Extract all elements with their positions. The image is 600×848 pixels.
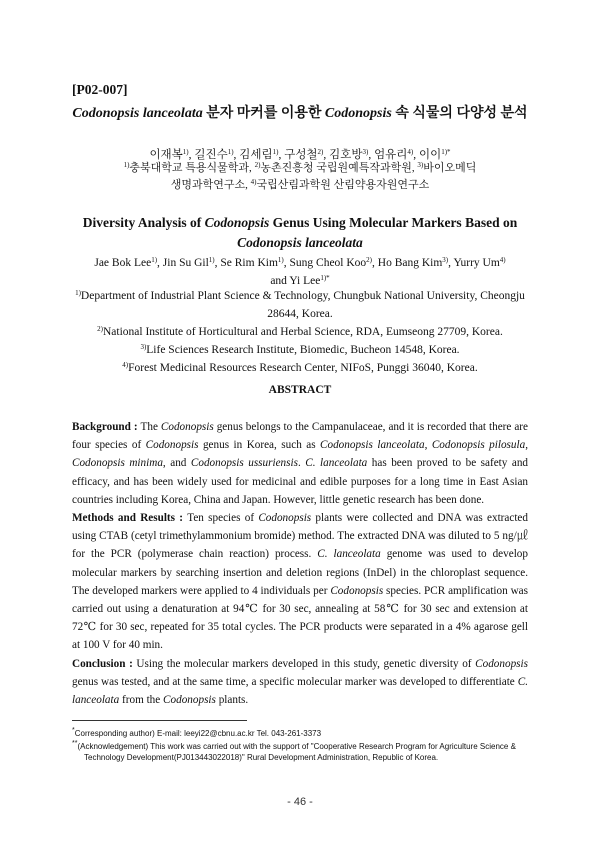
abstract-sci-name: Codonopsis lanceolata	[320, 439, 425, 452]
abstract-text: genus in Korea, such as	[198, 439, 321, 452]
english-author-name: Ho Bang Kim	[377, 257, 443, 269]
korean-author-name: 김세림	[239, 149, 273, 161]
abstract-text: plants.	[215, 694, 249, 707]
english-authors: Jae Bok Lee$^{1)}$, Jin Su Gil$^{1)}$, Se Rim Kim$^{1)}$, Sung Cheol Koo$^{2)}$, Ho Bang Kim$^{3)}$, Yurry Um$^{4)}$ and Yi Lee$^{1)*}$	[94, 256, 506, 287]
footnote-acknowledgement-text: (Acknowledgement) This work was carried out with the support of "Cooperative Research Program for Agriculture Science & Technology Development(PJ013443022018)" Rural Development Administration, Republic of Korea.	[77, 742, 516, 762]
abstract-section	[72, 418, 528, 509]
english-affiliation-mark: 3)	[140, 343, 147, 351]
abstract-body	[72, 418, 528, 709]
abstract-sci-name: Codonopsis	[163, 694, 216, 707]
korean-author-name: 이이	[418, 149, 442, 161]
footnote-acknowledgement	[72, 741, 544, 763]
english-affiliation-mark: 4)	[122, 361, 129, 369]
korean-affiliation-text: 바이오메딕	[423, 162, 477, 174]
korean-affiliation-mark: 2)	[254, 161, 261, 169]
abstract-sci-name: C. lanceolata	[305, 457, 368, 470]
footnote-rule	[72, 720, 247, 721]
english-author-name: Yurry Um	[453, 257, 500, 269]
korean-author-affil-mark: 2)	[317, 148, 324, 156]
english-title-middle: Genus Using Molecular Markers Based on	[269, 215, 518, 230]
korean-affiliation-mark: 1)	[123, 161, 130, 169]
english-author-name: and Yi Lee	[270, 275, 321, 287]
korean-author-name: 길진수	[194, 149, 228, 161]
abstract-sci-name: Codonopsis	[475, 657, 528, 670]
abstract-sci-name: Codonopsis	[145, 439, 199, 452]
english-author-affil-mark: 3)	[442, 256, 449, 264]
abstract-sci-name: C. lanceolata	[72, 675, 528, 707]
english-affiliation-text: Department of Industrial Plant Science & Technology, Chungbuk National University, Cheongju 28644, Korea.	[80, 290, 525, 320]
abstract-text: Using the molecular markers developed in this study, genetic diversity of	[136, 657, 476, 670]
korean-affiliations	[72, 160, 528, 194]
english-affiliations	[72, 287, 528, 377]
abstract-text: The	[140, 421, 161, 433]
abstract-text: genus was tested, and at the same time, a specific molecular marker was developed to differentiate	[72, 675, 518, 688]
korean-title	[72, 103, 528, 124]
abstract-text: genus belongs to the Campanulaceae, and it is recorded that there are four species of	[72, 421, 528, 452]
english-author-name: Jin Su Gil	[162, 257, 209, 269]
abstract-sci-name: Codonopsis pilosula	[431, 439, 526, 452]
english-affiliation	[72, 359, 528, 377]
english-affiliation-mark: 1)	[75, 289, 81, 297]
english-title-sci-name-1: Codonopsis	[204, 215, 270, 230]
english-affiliation-text: National Institute of Horticultural and Herbal Science, RDA, Eumseong 27709, Korea.	[103, 326, 503, 338]
english-affiliation-text: Life Sciences Research Institute, Biomedic, Bucheon 14548, Korea.	[146, 344, 460, 356]
english-author-name: Jae Bok Lee	[94, 257, 152, 269]
korean-author-name: 구성철	[284, 149, 318, 161]
korean-affiliation-text: 충북대학교 특용식물학과,	[129, 162, 255, 174]
english-affiliation-mark: 2)	[97, 325, 103, 333]
page-number: - 46 -	[287, 796, 313, 808]
korean-affiliation-text: 생명과학연구소,	[170, 179, 251, 191]
abstract-section	[72, 509, 528, 655]
abstract-text: .	[297, 457, 306, 470]
english-title-sci-name-2: Codonopsis lanceolata	[237, 235, 363, 250]
abstract-text: has been proved to be safety and efficacy, and has been widely used for medicinal and edible purposes for a long time in East Asian countries including Korea, China and Japan. However, little genetic research has been done.	[72, 457, 529, 506]
english-author-affil-mark: 2)	[366, 256, 373, 264]
korean-title-sci-name-1: Codonopsis lanceolata	[72, 106, 203, 121]
korean-affiliation-mark: 4)	[250, 178, 257, 186]
english-author-name: Sung Cheol Koo	[289, 257, 367, 269]
abstract-section	[72, 655, 528, 710]
korean-affiliation-line-1	[72, 160, 528, 177]
abstract-sci-name: C. lanceolata	[317, 548, 381, 561]
poster-code: [P02-007]	[72, 82, 128, 97]
footnote-mark-2: **	[72, 740, 78, 747]
korean-author-name: 김호방	[329, 149, 363, 161]
english-affiliation	[72, 341, 528, 359]
korean-affiliation-text: 국립산림과학원 산림약용자원연구소	[256, 179, 430, 191]
footnote-corresponding	[72, 728, 532, 739]
korean-author-affil-mark: 4)	[407, 148, 414, 156]
korean-author-affil-mark: 3)	[362, 148, 369, 156]
english-author-name: Se Rim Kim	[220, 257, 278, 269]
abstract-text: species. PCR amplification was carried out using a denaturation at 94℃ for 30 sec, annealing at 58℃ for 30 sec and extension at 72℃ for 30 sec, repeated for 35 total cycles. The PCR products were separated in a 4% agarose gell at 100 V for 40 min.	[72, 584, 528, 652]
english-author-affil-mark: 4)	[499, 256, 506, 264]
korean-affiliation-text: 농촌진흥청 국립원예특작과학원,	[260, 162, 418, 174]
korean-affiliation-line-2	[72, 177, 528, 194]
footnote-mark-1: *	[72, 727, 75, 734]
english-title	[72, 213, 528, 253]
abstract-section-label: Background :	[72, 421, 141, 433]
abstract-sci-name: Codonopsis	[258, 512, 312, 525]
abstract-text: ,	[424, 439, 432, 452]
abstract-sci-name: Codonopsis	[330, 584, 384, 597]
abstract-text: Ten species of	[187, 512, 259, 525]
korean-title-sci-name-2: Codonopsis	[324, 106, 392, 121]
english-affiliation	[72, 323, 528, 341]
english-title-prefix: Diversity Analysis of	[82, 215, 205, 230]
abstract-text: genome was used to develop molecular markers by searching insertion and deletion regions (InDel) in the chloroplast sequence. The developed markers were applied to 4 individuals per	[72, 548, 528, 597]
abstract-text: ,	[525, 439, 528, 452]
abstract-text: from the	[119, 694, 164, 707]
english-author-affil-mark: 1)*	[320, 274, 330, 282]
korean-authors: 이재복$^{1)}$, 길진수$^{1)}$, 김세림$^{1)}$, 구성철$^{2)}$, 김호방$^{3)}$, 엄유리$^{4)}$, 이이$^{1)*}$	[149, 148, 451, 161]
footnote-corresponding-text: Corresponding author) E-mail: leeyi22@cbnu.ac.kr Tel. 043-261-3373	[74, 729, 322, 738]
abstract-heading: ABSTRACT	[268, 384, 332, 396]
english-author-affil-mark: 1)	[277, 256, 284, 264]
abstract-section-label: Methods and Results :	[72, 512, 188, 525]
korean-affiliation-mark: 3)	[417, 161, 424, 169]
korean-author-name: 엄유리	[374, 149, 408, 161]
korean-author-affil-mark: 1)	[227, 148, 234, 156]
english-affiliation	[72, 287, 528, 323]
english-author-affil-mark: 1)	[151, 256, 158, 264]
abstract-text: , and	[162, 457, 191, 470]
korean-title-middle: 분자 마커를 이용한	[202, 106, 325, 121]
korean-author-affil-mark: 1)*	[441, 148, 451, 156]
korean-author-affil-mark: 1)	[182, 148, 189, 156]
korean-author-affil-mark: 1)	[272, 148, 279, 156]
korean-author-name: 이재복	[149, 149, 183, 161]
korean-title-end: 속 식물의 다양성 분석	[391, 106, 528, 121]
abstract-section-label: Conclusion :	[72, 657, 137, 670]
abstract-sci-name: Codonopsis ussuriensis	[190, 457, 298, 470]
english-affiliation-text: Forest Medicinal Resources Research Center, NIFoS, Punggi 36040, Korea.	[128, 362, 478, 374]
abstract-text: plants were collected and DNA was extracted using CTAB (cetyl trimethylammonium bromide) method. The extracted DNA was diluted to 5 ng/㎕ for the PCR (polymerase chain reaction) process.	[72, 512, 528, 561]
abstract-sci-name: Codonopsis minima	[72, 457, 163, 470]
abstract-sci-name: Codonopsis	[160, 421, 214, 433]
english-author-affil-mark: 1)	[208, 256, 215, 264]
